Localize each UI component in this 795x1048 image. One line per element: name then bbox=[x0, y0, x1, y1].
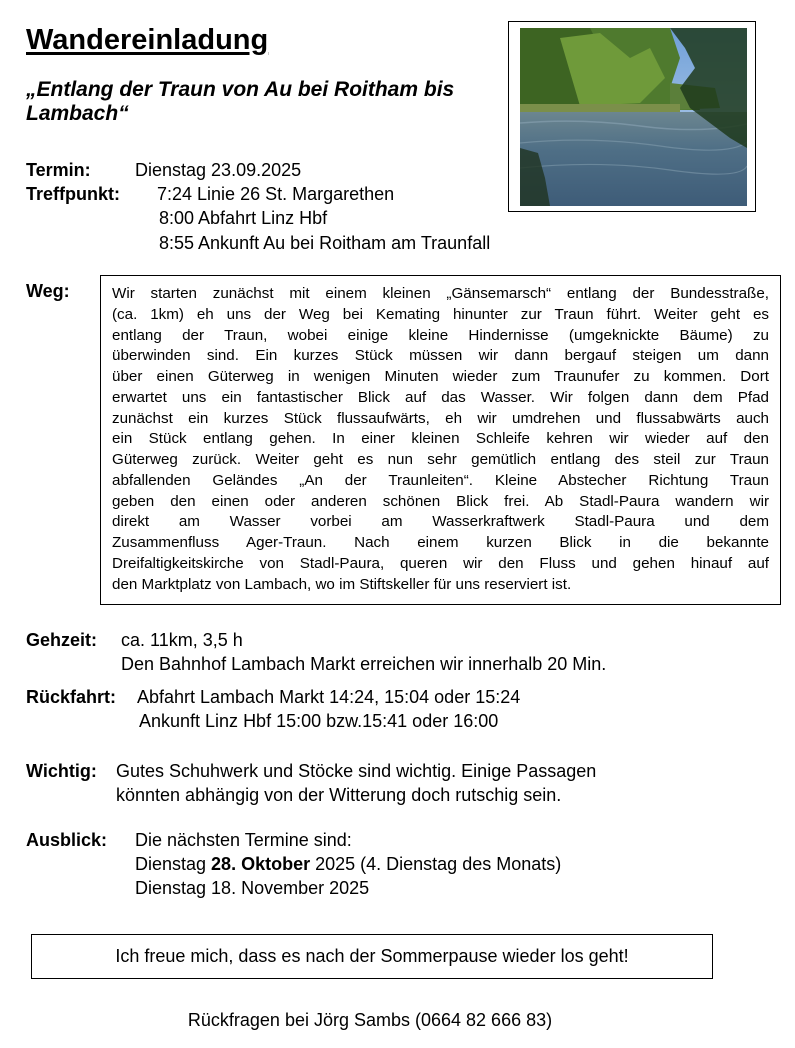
rueckfahrt-label: Rückfahrt: bbox=[26, 687, 117, 707]
route-line: Güterweg zurück. Weiter geht es nun sehr gemütlich entlang des steil zur Traun bbox=[112, 451, 769, 468]
termin-value: Dienstag 23.09.2025 bbox=[135, 160, 302, 180]
date-1-highlight: 28. Oktober bbox=[211, 854, 311, 874]
wichtig-line-2: könnten abhängig von der Witterung doch rutschig sein. bbox=[116, 785, 562, 805]
treffpunkt-line-2: 8:00 Abfahrt Linz Hbf bbox=[159, 208, 328, 228]
treffpunkt-line-3: 8:55 Ankunft Au bei Roitham am Traunfall bbox=[159, 233, 491, 253]
treffpunkt-label: Treffpunkt: bbox=[26, 184, 120, 204]
route-line: Dreifaltigkeitskirche von Stadl-Paura, queren wir den Fluss und gehen hinauf auf bbox=[112, 554, 769, 572]
route-line: überwinden sind. Ein kurzes Stück müssen wir dann bergauf steigen um dann bbox=[112, 347, 769, 365]
route-line: erwartet uns ein fantastischer Blick auf das Wasser. Wir folgen dann dem Pfad bbox=[112, 388, 769, 406]
route-line: Wir starten zunächst mit einem kleinen „Gänsemarsch“ entlang der Bundesstraße, bbox=[112, 285, 769, 302]
termin-row bbox=[26, 158, 91, 182]
note-box: Ich freue mich, dass es nach der Sommerpause wieder los geht! bbox=[31, 934, 713, 979]
route-description bbox=[112, 284, 769, 595]
route-description-box bbox=[100, 275, 781, 605]
photo-frame bbox=[508, 21, 756, 212]
gehzeit-line-1: ca. 11km, 3,5 h bbox=[121, 630, 243, 650]
ausblick-date-2: Dienstag 18. November 2025 bbox=[135, 878, 370, 898]
route-line: geben den einen oder anderen schönen Blick frei. Ab Stadl-Paura wandern wir bbox=[112, 492, 769, 510]
contact-info: Rückfragen bei Jörg Sambs (0664 82 666 83) bbox=[187, 1010, 553, 1030]
route-line: Zusammenfluss Ager-Traun. Nach einem kurzen Blick in die bekannte bbox=[112, 534, 769, 551]
ausblick-date-1 bbox=[135, 852, 561, 876]
date-1-prefix: Dienstag bbox=[135, 854, 212, 874]
weg-label: Weg: bbox=[26, 281, 70, 301]
rueckfahrt-line-2: Ankunft Linz Hbf 15:00 bzw.15:41 oder 16:00 bbox=[139, 711, 499, 731]
treffpunkt-line-1: 7:24 Linie 26 St. Margarethen bbox=[157, 184, 395, 204]
rueckfahrt-line-1: Abfahrt Lambach Markt 14:24, 15:04 oder 15:24 bbox=[137, 687, 521, 707]
route-line: den Marktplatz von Lambach, wo im Stiftskeller für uns reserviert ist. bbox=[112, 575, 572, 593]
ausblick-intro: Die nächsten Termine sind: bbox=[135, 830, 352, 850]
page-title: Wandereinladung bbox=[26, 24, 269, 56]
wichtig-label: Wichtig: bbox=[26, 761, 97, 781]
wichtig-line-1: Gutes Schuhwerk und Stöcke sind wichtig. Einige Passagen bbox=[116, 761, 597, 781]
gehzeit-label: Gehzeit: bbox=[26, 630, 98, 650]
route-line: entlang der Traun, wobei einige kleine Hindernisse (umgeknickte Bäume) zu bbox=[112, 326, 769, 344]
route-line: (ca. 1km) eh uns der Weg bei Kemating hinunter zur Traun führt. Weiter geht es bbox=[112, 305, 769, 323]
ausblick-label: Ausblick: bbox=[26, 830, 108, 850]
subtitle: „Entlang der Traun von Au bei Roitham bis Lambach“ bbox=[26, 78, 455, 125]
termin-label: Termin: bbox=[26, 160, 91, 180]
river-photo-icon bbox=[520, 28, 747, 206]
route-line: über einen Güterweg in wenigen Minuten wieder zum Traunufer zu kommen. Dort bbox=[112, 368, 769, 385]
date-1-suffix: 2025 (4. Dienstag des Monats) bbox=[310, 854, 562, 874]
route-line: ein Stück entlang gehen. In einer kleinen Schleife kehren wir wieder auf den bbox=[112, 430, 769, 448]
gehzeit-line-2: Den Bahnhof Lambach Markt erreichen wir innerhalb 20 Min. bbox=[121, 654, 607, 674]
route-line: direkt am Wasser vorbei am Wasserkraftwerk Stadl-Paura und dem bbox=[112, 513, 769, 531]
route-line: zunächst ein kurzes Stück flussaufwärts, eh wir umdrehen und flussabwärts auch bbox=[112, 409, 769, 427]
route-line: abfallenden Geländes „An der Traunleiten“. Kleine Abstecher Richtung Traun bbox=[112, 471, 769, 489]
